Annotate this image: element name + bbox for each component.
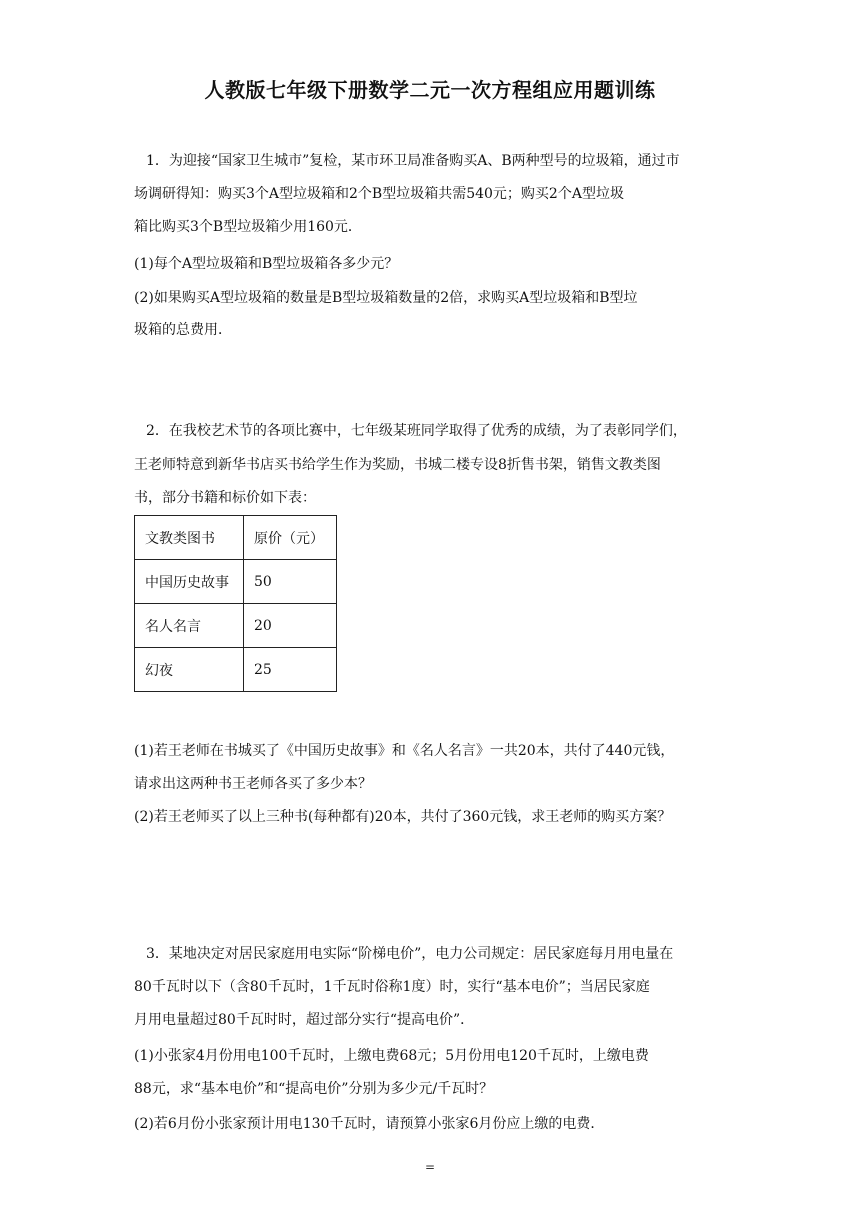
question-2-part-2: (2)若王老师买了以上三种书(每种都有)20本，共付了360元钱，求王老师的购买方案？ <box>134 809 672 825</box>
table-row <box>135 648 337 692</box>
question-1-line: 箱比购买3个B型垃圾箱少用160元． <box>134 219 362 235</box>
table-cell: 20 <box>244 604 337 648</box>
book-price-table <box>134 515 337 692</box>
question-1-line: 1．为迎接“国家卫生城市”复检，某市环卫局准备购买A、B两种型号的垃圾箱，通过市 <box>146 153 680 169</box>
question-1-part-2: (2)如果购买A型垃圾箱的数量是B型垃圾箱数量的2倍，求购买A型垃圾箱和B型垃 <box>134 290 638 306</box>
table-header-row <box>135 516 337 560</box>
table-row <box>135 560 337 604</box>
table-cell: 50 <box>244 560 337 604</box>
question-2-line: 王老师特意到新华书店买书给学生作为奖励，书城二楼专设8折售书架，销售文教类图 <box>134 457 661 473</box>
table-header-cell: 文教类图书 <box>135 516 244 560</box>
question-1-part-1: (1)每个A型垃圾箱和B型垃圾箱各多少元？ <box>134 256 399 272</box>
table-cell: 中国历史故事 <box>135 560 244 604</box>
table-cell: 25 <box>244 648 337 692</box>
question-3-line: 3．某地决定对居民家庭用电实际“阶梯电价”，电力公司规定：居民家庭每月用电量在 <box>146 946 674 962</box>
table-row <box>135 604 337 648</box>
question-1-line: 场调研得知：购买3个A型垃圾箱和2个B型垃圾箱共需540元；购买2个A型垃圾 <box>134 186 624 202</box>
document-title: 人教版七年级下册数学二元一次方程组应用题训练 <box>204 78 656 102</box>
question-3-line: 88元，求“基本电价”和“提高电价”分别为多少元/千瓦时？ <box>134 1081 494 1097</box>
table-cell: 名人名言 <box>135 604 244 648</box>
table-cell: 幻夜 <box>135 648 244 692</box>
table-header-cell: 原价（元） <box>244 516 337 560</box>
question-2-line: 书，部分书籍和标价如下表： <box>134 490 316 506</box>
page-number: = <box>424 1160 436 1174</box>
question-3-line: 80千瓦时以下（含80千瓦时，1千瓦时俗称1度）时，实行“基本电价”；当居民家庭 <box>134 979 650 995</box>
question-2-part-1: (1)若王老师在书城买了《中国历史故事》和《名人名言》一共20本，共付了440元钱， <box>134 743 675 759</box>
question-1-line: 圾箱的总费用． <box>134 322 232 338</box>
question-2-line: 请求出这两种书王老师各买了多少本？ <box>134 776 372 792</box>
question-2-line: 2．在我校艺术节的各项比赛中，七年级某班同学取得了优秀的成绩，为了表彰同学们， <box>146 423 687 439</box>
question-3-line: 月用电量超过80千瓦时时，超过部分实行“提高电价”． <box>134 1012 475 1028</box>
question-3-part-1: (1)小张家4月份用电100千瓦时，上缴电费68元；5月份用电120千瓦时，上缴电费 <box>134 1048 649 1064</box>
question-3-part-2: (2)若6月份小张家预计用电130千瓦时，请预算小张家6月份应上缴的电费． <box>134 1116 605 1132</box>
